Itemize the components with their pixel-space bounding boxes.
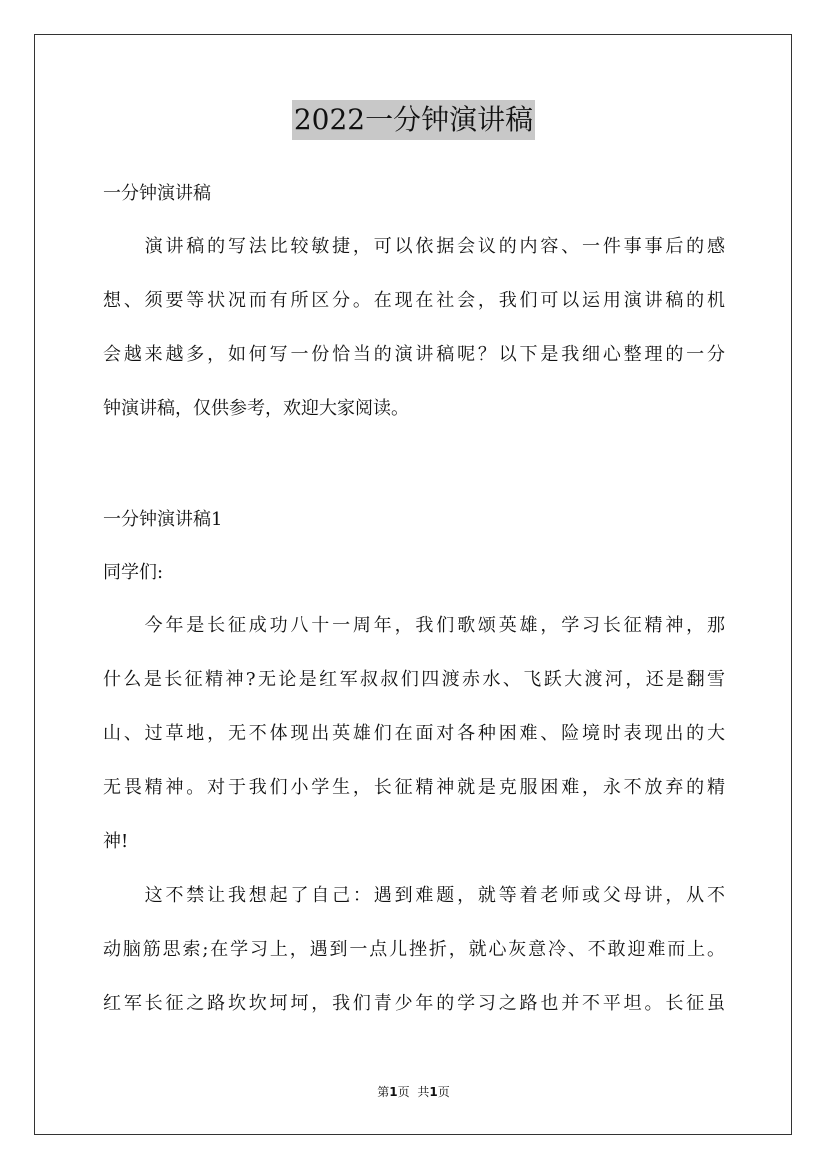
para2-line-3: 红军长征之路坎坎坷坷，我们青少年的学习之路也并不平坦。长征虽 (103, 993, 725, 1014)
page-footer (0, 1084, 827, 1100)
subtitle: 一分钟演讲稿 (103, 183, 211, 204)
title-block (0, 100, 827, 140)
total-prefix: 共 (417, 1085, 430, 1099)
intro-line-4: 钟演讲稿，仅供参考，欢迎大家阅读。 (103, 398, 409, 419)
total-pages: 1 (429, 1085, 438, 1099)
page-prefix: 第 (377, 1085, 390, 1099)
para1-line-1: 今年是长征成功八十一周年，我们歌颂英雄，学习长征精神，那 (103, 615, 725, 636)
section-heading: 一分钟演讲稿1 (103, 509, 223, 530)
intro-line-1: 演讲稿的写法比较敏捷，可以依据会议的内容、一件事事后的感 (103, 236, 725, 257)
para2-line-1: 这不禁让我想起了自己：遇到难题，就等着老师或父母讲，从不 (103, 885, 725, 906)
intro-line-3: 会越来越多，如何写一份恰当的演讲稿呢？以下是我细心整理的一分 (103, 344, 725, 365)
para1-line-4: 无畏精神。对于我们小学生，长征精神就是克服困难，永不放弃的精 (103, 777, 725, 798)
document-title: 2022一分钟演讲稿 (292, 100, 535, 140)
salutation: 同学们: (103, 562, 164, 583)
para1-line-3: 山、过草地，无不体现出英雄们在面对各种困难、险境时表现出的大 (103, 723, 725, 744)
para1-line-5: 神! (103, 831, 129, 852)
para2-line-2: 动脑筋思索;在学习上，遇到一点儿挫折，就心灰意冷、不敢迎难而上。 (103, 939, 725, 960)
para1-line-2: 什么是长征精神?无论是红军叔叔们四渡赤水、飞跃大渡河，还是翻雪 (103, 669, 725, 690)
total-suffix: 页 (437, 1085, 450, 1099)
page-suffix: 页 (397, 1085, 410, 1099)
intro-line-2: 想、须要等状况而有所区分。在现在社会，我们可以运用演讲稿的机 (103, 290, 725, 311)
page-number: 1 (389, 1085, 398, 1099)
